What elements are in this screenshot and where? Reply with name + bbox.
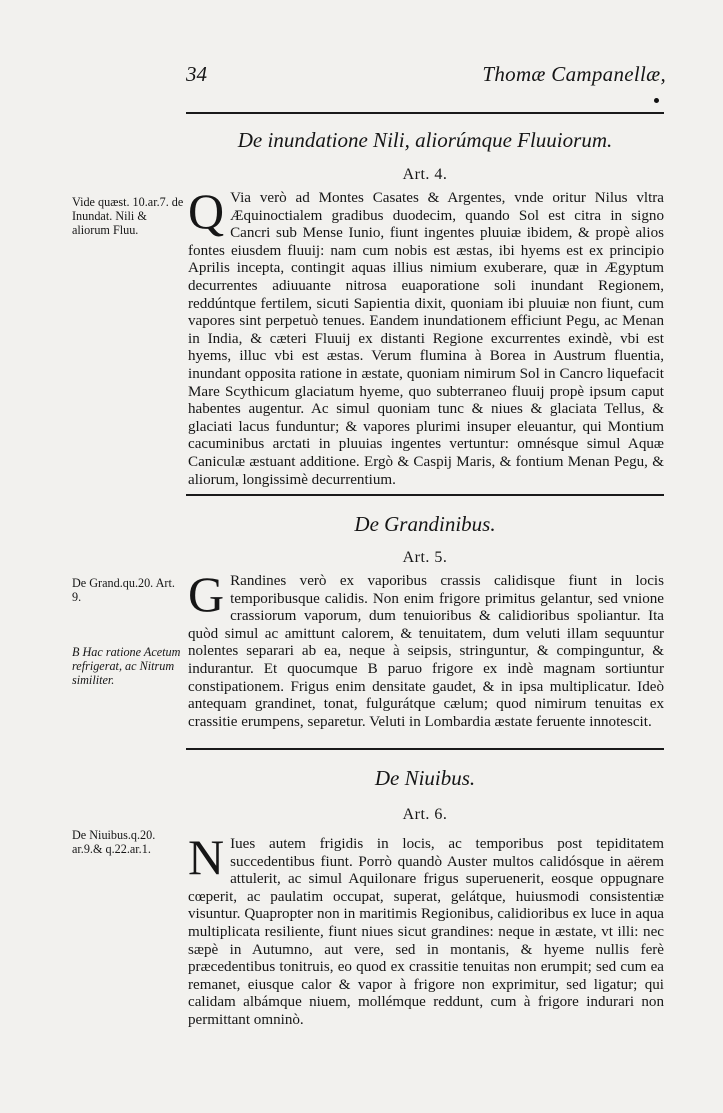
- section-body: [188, 183, 664, 489]
- printer-dot: [654, 98, 659, 103]
- section-title-niuibus: De Niuibus.: [374, 766, 476, 790]
- article-number: Art. 6.: [402, 806, 448, 823]
- margin-note: De Niuibus.q.20. ar.9.& q.22.ar.1.: [72, 828, 156, 856]
- margin-note: B Hac ratione Acetum refrigerat, ac Nitrum similiter.: [72, 645, 181, 687]
- section-rule: [186, 494, 664, 496]
- drop-cap: Q: [188, 183, 225, 239]
- section-title-grandinibus: De Grandinibus.: [354, 512, 496, 536]
- margin-note: De Grand.qu.20. Art. 9.: [72, 576, 175, 604]
- section-body: [188, 829, 664, 1030]
- body-paragraph: Via verò ad Montes Casates & Argentes, vnde oritur Nilus vltra Æquinoctialem gradibus duodecim, quando Sol est citra in signo Cancri sub Mense Iunio, fiunt ingentes pluuiæ ibidem, & propè alios fontes eiusdem fluuij: nam cum nobis est æstas, ibi hyems est ex principio Aprilis incepta, contingit aquas illius nimium exuberare, quæ in Ægyptum decurrentes adiuuante nitrosa euaporatione soli inundant Regionem, reddúntque fertilem, sicuti Sapientia dixit, quoniam ibi pluuiæ non fiunt, cum vapores sint perpetuò tenues. Eandem inundationem efficiunt Pegu, ac Menan in India, & cæteri Fluuij ex distanti Regione excurrentes exindè, vbi est hyems, illuc vbi est æstas. Verum flumina à Borea in Austrum fluentia, inundant opposita ratione in æstate, quoniam nimirum Sol in Cancro liquefacit Mare Scythicum glaciatum hyeme, quo subterraneo fluuij propè ipsum caput habentes augentur. Ac simul quoniam tunc & niues & glaciata Tellus, & glaciati lacus funduntur; & vapores plurimi insuper eleuantur, qui Montium cacuminibus arctati in pluuias ingentes vertuntur: omnésque simul Aquæ Caniculæ æstuant additione. Ergò & Caspij Maris, & fontium Menan Pegu, & aliorum, longissimè decurrentium.: [188, 190, 664, 488]
- drop-cap: G: [188, 566, 225, 622]
- body-paragraph: Randines verò ex vaporibus crassis calidisque fiunt in locis temporibusque calidis. Non enim frigore primitus gelantur, sed vnione crassiorum vaporum, dum tenuioribus & calidioribus spoliantur. Ita quòd simul ac amittunt calorem, & tenuitatem, dum veluti illam sequuntur nolentes separari ab ea, neque à seipsis, stringuntur, & compinguntur, & indurantur. Et quocumque B paruo frigore ex indè magnam sortiuntur constipationem. Frigus enim densitate gaudet, & in ipsa multiplicatur. Ideò antequam grandinet, tonat, fulgurátque cælum; quod nimirum tenuitas ex crassitie erumpens, separetur. Veluti in Lombardia æstate feruente innotescit.: [188, 573, 664, 730]
- article-number: Art. 4.: [402, 166, 448, 183]
- section-title-nili: De inundatione Nili, aliorúmque Fluuiorum.: [237, 128, 613, 152]
- section-rule: [186, 748, 664, 750]
- article-number: Art. 5.: [402, 549, 448, 566]
- drop-cap: N: [188, 829, 225, 885]
- body-paragraph: Iues autem frigidis in locis, ac temporibus post tepiditatem succedentibus fiunt. Porrò quandò Auster multos calidósque in aërem attulerit, ac simul Aquilonare frigus superuenerit, eosque oppugnare cœperit, ac paulatim occupat, superat, gelátque, huiusmodi consistentiæ visuntur. Quapropter non in maritimis Regionibus, calidioribus ex luce in aqua multiplicata resiliente, fiunt niues sicut grandines: neque in æstate, vt illi: nec sæpè in Autumno, aut vere, sed in montanis, & hyeme nullis ferè præcedentibus tonitruis, eo quod ex crassitie tenuitas non erumpit; sed cum ea remanet, eiusque calor & vapor à frigore non exprimitur, sed ligatur; qui calidam albámque niuem, mollémque reddunt, cum à frigore indurari non permittant omninò.: [188, 836, 664, 1028]
- margin-note: Vide quæst. 10.ar.7. de Inundat. Nili & aliorum Fluu.: [72, 195, 184, 237]
- page-header: [186, 62, 666, 92]
- page-number: 34: [186, 62, 207, 86]
- header-rule: [186, 112, 664, 114]
- running-head: Thomæ Campanellæ,: [482, 62, 666, 86]
- section-body: [188, 566, 664, 731]
